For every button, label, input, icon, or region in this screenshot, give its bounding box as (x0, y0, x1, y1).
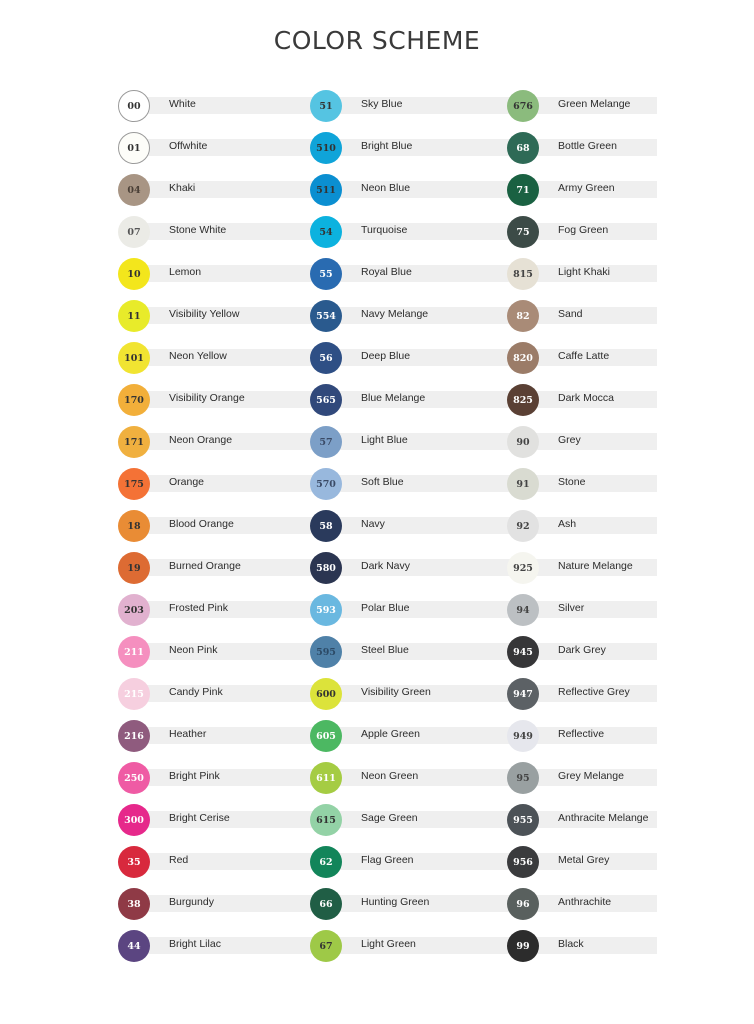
row-background-bar (326, 475, 526, 492)
color-swatch: 570 (310, 468, 342, 500)
color-swatch: 96 (507, 888, 539, 920)
color-name: Army Green (558, 182, 615, 194)
color-swatch: 56 (310, 342, 342, 374)
color-name: Turquoise (361, 224, 408, 236)
color-swatch: 51 (310, 90, 342, 122)
row-background-bar (326, 223, 526, 240)
color-entry (310, 298, 510, 340)
color-name: Bright Pink (169, 770, 220, 782)
color-name: White (169, 98, 196, 110)
color-swatch: 35 (118, 846, 150, 878)
color-entry (507, 382, 655, 424)
color-entry (118, 844, 318, 886)
color-swatch: 955 (507, 804, 539, 836)
color-name: Stone White (169, 224, 227, 236)
color-name: Fog Green (558, 224, 609, 236)
color-name: Navy (361, 518, 385, 530)
row-background-bar (326, 559, 526, 576)
row-background-bar (134, 181, 334, 198)
color-name: Candy Pink (169, 686, 223, 698)
color-swatch: 554 (310, 300, 342, 332)
color-swatch: 956 (507, 846, 539, 878)
color-name: Neon Green (361, 770, 419, 782)
color-swatch: 07 (118, 216, 150, 248)
color-name: Soft Blue (361, 476, 404, 488)
row-background-bar (134, 727, 334, 744)
color-entry (118, 886, 318, 928)
row-background-bar (326, 811, 526, 828)
color-swatch: 580 (310, 552, 342, 584)
color-name: Dark Navy (361, 560, 411, 572)
color-swatch: 203 (118, 594, 150, 626)
color-swatch: 565 (310, 384, 342, 416)
color-entry (507, 760, 655, 802)
color-name: Burned Orange (169, 560, 241, 572)
color-name: Heather (169, 728, 207, 740)
color-name: Sky Blue (361, 98, 403, 110)
row-background-bar (326, 97, 526, 114)
color-swatch: 211 (118, 636, 150, 668)
row-background-bar (134, 97, 334, 114)
row-background-bar (523, 475, 657, 492)
color-name: Visibility Orange (169, 392, 245, 404)
color-swatch: 605 (310, 720, 342, 752)
color-name: Nature Melange (558, 560, 633, 572)
color-swatch: 04 (118, 174, 150, 206)
row-background-bar (134, 349, 334, 366)
color-swatch: 38 (118, 888, 150, 920)
color-swatch: 82 (507, 300, 539, 332)
color-column-1 (118, 88, 318, 970)
color-entry (118, 340, 318, 382)
color-swatch: 54 (310, 216, 342, 248)
color-entry (118, 550, 318, 592)
color-swatch: 101 (118, 342, 150, 374)
color-name: Green Melange (558, 98, 631, 110)
row-background-bar (523, 601, 657, 618)
color-entry (507, 928, 655, 970)
color-entry (310, 508, 510, 550)
color-entry (118, 466, 318, 508)
color-entry (507, 298, 655, 340)
color-name: Frosted Pink (169, 602, 228, 614)
color-entry (310, 340, 510, 382)
color-name: Deep Blue (361, 350, 411, 362)
color-name: Ash (558, 518, 577, 530)
color-name: Red (169, 854, 189, 866)
row-background-bar (134, 853, 334, 870)
color-swatch: 11 (118, 300, 150, 332)
color-name: Neon Blue (361, 182, 411, 194)
color-name: Stone (558, 476, 586, 488)
color-name: Dark Grey (558, 644, 606, 656)
color-name: Dark Mocca (558, 392, 615, 404)
row-background-bar (326, 937, 526, 954)
color-swatch: 949 (507, 720, 539, 752)
color-swatch: 593 (310, 594, 342, 626)
color-entry (507, 676, 655, 718)
color-entry (118, 256, 318, 298)
color-swatch: 99 (507, 930, 539, 962)
color-swatch: 820 (507, 342, 539, 374)
color-name: Steel Blue (361, 644, 409, 656)
color-entry (118, 172, 318, 214)
row-background-bar (134, 265, 334, 282)
color-swatch: 01 (118, 132, 150, 164)
color-entry (507, 466, 655, 508)
color-entry (310, 844, 510, 886)
page-title: COLOR SCHEME (273, 26, 481, 55)
color-name: Light Khaki (558, 266, 610, 278)
color-entry (310, 88, 510, 130)
color-name: Blue Melange (361, 392, 426, 404)
color-swatch: 815 (507, 258, 539, 290)
color-entry (507, 130, 655, 172)
color-entry (310, 256, 510, 298)
color-name: Khaki (169, 182, 196, 194)
color-swatch: 215 (118, 678, 150, 710)
color-entry (310, 550, 510, 592)
color-name: Hunting Green (361, 896, 430, 908)
row-background-bar (523, 307, 657, 324)
color-name: Bright Cerise (169, 812, 230, 824)
color-swatch: 00 (118, 90, 150, 122)
color-entry (507, 508, 655, 550)
color-entry (310, 130, 510, 172)
color-entry (507, 550, 655, 592)
color-swatch: 595 (310, 636, 342, 668)
color-swatch: 170 (118, 384, 150, 416)
color-swatch: 44 (118, 930, 150, 962)
color-entry (118, 508, 318, 550)
color-swatch: 55 (310, 258, 342, 290)
color-swatch: 171 (118, 426, 150, 458)
color-entry (118, 928, 318, 970)
color-name: Royal Blue (361, 266, 412, 278)
color-name: Apple Green (361, 728, 420, 740)
color-swatch: 58 (310, 510, 342, 542)
row-background-bar (134, 475, 334, 492)
color-swatch: 92 (507, 510, 539, 542)
row-background-bar (326, 601, 526, 618)
color-entry (507, 634, 655, 676)
row-background-bar (326, 349, 526, 366)
color-entry (507, 214, 655, 256)
color-entry (118, 634, 318, 676)
color-name: Caffe Latte (558, 350, 610, 362)
color-name: Bright Lilac (169, 938, 221, 950)
color-entry (507, 424, 655, 466)
color-swatch: 615 (310, 804, 342, 836)
color-name: Blood Orange (169, 518, 234, 530)
color-name: Bright Blue (361, 140, 413, 152)
color-entry (310, 424, 510, 466)
color-swatch: 676 (507, 90, 539, 122)
color-entry (310, 718, 510, 760)
row-background-bar (134, 517, 334, 534)
color-entry (507, 802, 655, 844)
color-name: Silver (558, 602, 585, 614)
row-background-bar (326, 181, 526, 198)
color-entry (118, 760, 318, 802)
color-entry (118, 718, 318, 760)
row-background-bar (326, 139, 526, 156)
color-name: Visibility Green (361, 686, 431, 698)
color-swatch: 250 (118, 762, 150, 794)
color-name: Bottle Green (558, 140, 617, 152)
color-name: Offwhite (169, 140, 208, 152)
color-name: Neon Pink (169, 644, 218, 656)
color-name: Anthrachite (558, 896, 612, 908)
color-name: Reflective (558, 728, 605, 740)
color-name: Sage Green (361, 812, 418, 824)
color-entry (118, 130, 318, 172)
color-swatch: 10 (118, 258, 150, 290)
row-background-bar (134, 223, 334, 240)
color-swatch: 66 (310, 888, 342, 920)
row-background-bar (134, 643, 334, 660)
color-swatch: 62 (310, 846, 342, 878)
color-entry (507, 88, 655, 130)
color-name: Reflective Grey (558, 686, 630, 698)
color-entry (310, 676, 510, 718)
color-name: Light Green (361, 938, 416, 950)
color-swatch: 947 (507, 678, 539, 710)
color-name: Light Blue (361, 434, 408, 446)
color-name: Neon Yellow (169, 350, 227, 362)
color-name: Lemon (169, 266, 202, 278)
color-name: Orange (169, 476, 205, 488)
color-entry (310, 802, 510, 844)
color-entry (118, 424, 318, 466)
color-swatch: 300 (118, 804, 150, 836)
color-swatch: 945 (507, 636, 539, 668)
color-name: Anthracite Melange (558, 812, 649, 824)
row-background-bar (523, 517, 657, 534)
row-background-bar (134, 895, 334, 912)
color-name: Visibility Yellow (169, 308, 240, 320)
color-name: Grey Melange (558, 770, 624, 782)
color-name: Neon Orange (169, 434, 233, 446)
color-entry (118, 676, 318, 718)
color-entry (507, 718, 655, 760)
color-entry (118, 802, 318, 844)
color-swatch: 611 (310, 762, 342, 794)
color-name: Black (558, 938, 584, 950)
row-background-bar (134, 685, 334, 702)
color-entry (507, 172, 655, 214)
color-swatch: 75 (507, 216, 539, 248)
color-swatch: 19 (118, 552, 150, 584)
color-entry (118, 214, 318, 256)
color-swatch: 68 (507, 132, 539, 164)
row-background-bar (134, 937, 334, 954)
color-swatch: 91 (507, 468, 539, 500)
color-entry (310, 886, 510, 928)
color-entry (118, 382, 318, 424)
row-background-bar (326, 517, 526, 534)
color-swatch: 175 (118, 468, 150, 500)
row-background-bar (134, 769, 334, 786)
row-background-bar (326, 853, 526, 870)
color-name: Metal Grey (558, 854, 610, 866)
color-swatch: 94 (507, 594, 539, 626)
color-entry (310, 214, 510, 256)
row-background-bar (326, 727, 526, 744)
color-swatch: 90 (507, 426, 539, 458)
color-name: Polar Blue (361, 602, 410, 614)
color-swatch: 600 (310, 678, 342, 710)
color-column-2 (310, 88, 510, 970)
color-swatch: 216 (118, 720, 150, 752)
color-entry (507, 886, 655, 928)
color-swatch: 511 (310, 174, 342, 206)
color-column-3 (507, 88, 655, 970)
color-entry (310, 592, 510, 634)
color-entry (507, 340, 655, 382)
row-background-bar (523, 433, 657, 450)
row-background-bar (134, 811, 334, 828)
color-entry (507, 256, 655, 298)
color-swatch: 18 (118, 510, 150, 542)
color-entry (118, 592, 318, 634)
row-background-bar (134, 433, 334, 450)
row-background-bar (134, 139, 334, 156)
color-entry (310, 760, 510, 802)
color-swatch: 71 (507, 174, 539, 206)
color-entry (310, 928, 510, 970)
color-swatch: 67 (310, 930, 342, 962)
row-background-bar (326, 433, 526, 450)
color-entry (310, 634, 510, 676)
color-entry (507, 592, 655, 634)
color-entry (310, 382, 510, 424)
color-name: Grey (558, 434, 581, 446)
color-name: Burgundy (169, 896, 214, 908)
row-background-bar (326, 391, 526, 408)
color-swatch: 825 (507, 384, 539, 416)
color-name: Navy Melange (361, 308, 429, 320)
color-entry (310, 172, 510, 214)
color-entry (310, 466, 510, 508)
color-swatch: 57 (310, 426, 342, 458)
color-swatch: 510 (310, 132, 342, 164)
row-background-bar (326, 769, 526, 786)
row-background-bar (523, 937, 657, 954)
color-entry (118, 298, 318, 340)
color-name: Flag Green (361, 854, 414, 866)
color-entry (118, 88, 318, 130)
color-name: Sand (558, 308, 583, 320)
color-entry (507, 844, 655, 886)
color-swatch: 95 (507, 762, 539, 794)
color-swatch: 925 (507, 552, 539, 584)
row-background-bar (134, 601, 334, 618)
row-background-bar (326, 643, 526, 660)
row-background-bar (326, 265, 526, 282)
